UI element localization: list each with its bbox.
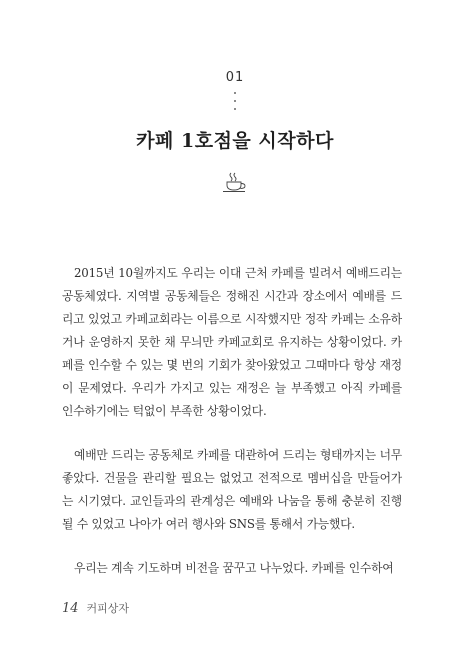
chapter-title: 카페 1호점을 시작하다 <box>136 130 334 152</box>
chapter-divider-dots <box>232 92 238 116</box>
paragraph-2: 예배만 드리는 공동체로 카페를 대관하여 드리는 형태까지는 너무 좋았다. 건물을 관리할 필요는 없었고 전적으로 멤버십을 만들어가는 시기였다. 교인들과의 관계성은 예배와 나눔을 통해 충분히 진행될 수 있었고 나아가 여러 행사와 SNS를 통해서 가능했다. <box>62 448 402 531</box>
paragraph-3: 우리는 계속 기도하며 비전을 꿈꾸고 나누었다. 카페를 인수하여 <box>74 561 394 575</box>
page-number: 14 <box>62 601 79 616</box>
body-text <box>62 262 402 601</box>
coffee-cup-icon <box>220 171 250 195</box>
book-title: 커피상자 <box>86 602 130 615</box>
page-footer <box>62 600 129 616</box>
chapter-number: 01 <box>225 70 245 85</box>
paragraph-1: 2015년 10월까지도 우리는 이대 근처 카페를 빌려서 예배드리는 공동체였다. 지역별 공동체들은 정해진 시간과 장소에서 예배를 드리고 있었고 카페교회라는 이름으로 시작했지만 정작 카페는 소유하거나 운영하지 못한 채 무늬만 카페교회로 유지하는 상황이었다. 카페를 인수할 수 있는 몇 번의 기회가 찾아왔었고 그때마다 항상 재정이 문제였다. 우리가 가지고 있는 재정은 늘 부족했고 아직 카페를 인수하기에는 턱없이 부족한 상황이었다. <box>62 266 402 418</box>
